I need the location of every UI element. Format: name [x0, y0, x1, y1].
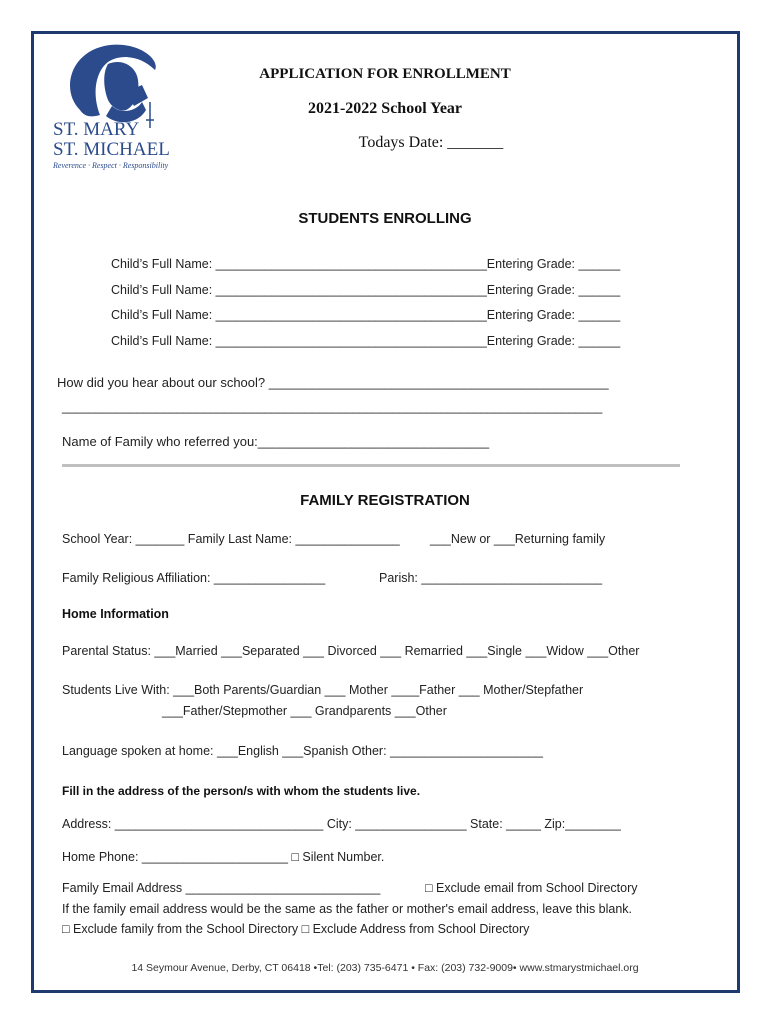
parental-status-field[interactable]: Parental Status: ___Married ___Separated ___ Divorced ___ Remarried ___Single ___Widow ___Other	[62, 644, 640, 658]
school-year-lastname-field[interactable]: School Year: _______ Family Last Name: _______________	[62, 532, 400, 546]
referred-by-field[interactable]: Name of Family who referred you:________________________________	[62, 434, 490, 449]
new-returning-field[interactable]: ___New or ___Returning family	[430, 532, 606, 546]
logo-line-2: ST. MICHAEL	[53, 139, 170, 160]
page-border	[31, 31, 740, 993]
parish-field[interactable]: Parish: __________________________	[379, 571, 603, 585]
exclude-email-checkbox[interactable]: □ Exclude email from School Directory	[425, 881, 638, 895]
todays-date[interactable]: Todays Date: _______	[358, 134, 504, 151]
language-field[interactable]: Language spoken at home: ___English ___Spanish Other: ______________________	[62, 744, 543, 758]
home-phone-field[interactable]: Home Phone: _____________________ □ Silent Number.	[62, 850, 385, 864]
live-with-field-1[interactable]: Students Live With: ___Both Parents/Guardian ___ Mother ____Father ___ Mother/Stepfather	[62, 683, 584, 697]
child-row-3[interactable]: Child’s Full Name: _______________________________________Entering Grade: ______	[111, 308, 621, 322]
family-heading: FAMILY REGISTRATION	[300, 492, 470, 509]
address-field[interactable]: Address: ______________________________ City: ________________ State: _____ Zip:________	[62, 817, 621, 831]
school-year-title: 2021-2022 School Year	[307, 100, 463, 117]
home-information-heading: Home Information	[62, 607, 169, 621]
footer-contact: 14 Seymour Avenue, Derby, CT 06418 •Tel: (203) 735-6471 • Fax: (203) 732-9009• www.stmarystmichael.org	[131, 962, 639, 974]
live-with-field-2[interactable]: ___Father/Stepmother ___ Grandparents ___Other	[162, 704, 447, 718]
child-row-4[interactable]: Child’s Full Name: _______________________________________Entering Grade: ______	[111, 334, 621, 348]
religious-affiliation-field[interactable]: Family Religious Affiliation: ________________	[62, 571, 326, 585]
logo-tagline: Reverence · Respect · Responsibility	[53, 161, 169, 170]
address-instruction: Fill in the address of the person/s with whom the students live.	[62, 784, 421, 798]
page-title: APPLICATION FOR ENROLLMENT	[259, 66, 511, 82]
family-email-field[interactable]: Family Email Address ____________________________	[62, 881, 381, 895]
students-heading: STUDENTS ENROLLING	[298, 210, 472, 227]
hear-about-field[interactable]: How did you hear about our school? _______________________________________________	[57, 375, 609, 390]
exclude-directory-checkboxes[interactable]: □ Exclude family from the School Directory □ Exclude Address from School Directory	[62, 922, 530, 936]
section-divider	[62, 464, 680, 467]
logo-line-1: ST. MARY	[53, 119, 140, 140]
child-row-2[interactable]: Child’s Full Name: _______________________________________Entering Grade: ______	[111, 283, 621, 297]
child-row-1[interactable]: Child’s Full Name: _______________________________________Entering Grade: ______	[111, 257, 621, 271]
hear-about-line[interactable]: ________________________________________________________________________________	[62, 400, 603, 414]
email-note: If the family email address would be the same as the father or mother's email address, leave this blank.	[62, 902, 633, 916]
